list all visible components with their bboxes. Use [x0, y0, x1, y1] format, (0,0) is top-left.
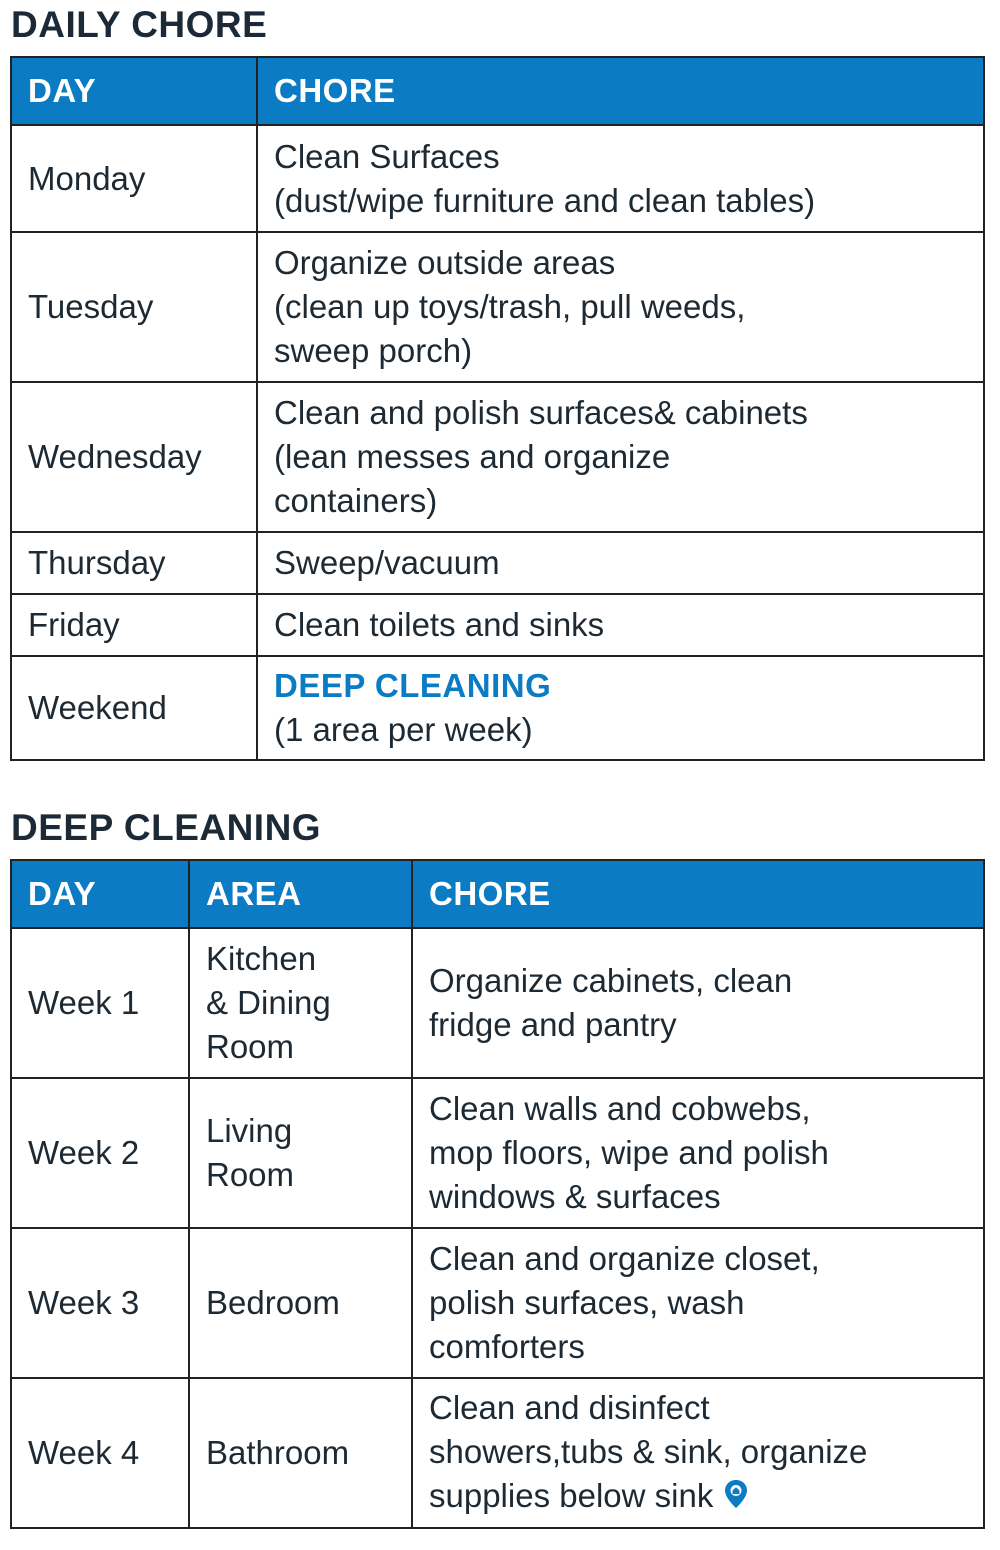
chore-line: mop floors, wipe and polish [429, 1134, 829, 1171]
area-cell [189, 928, 412, 1078]
day-cell: Weekend [11, 656, 257, 760]
day-cell: Week 1 [11, 928, 189, 1078]
table-row [11, 1378, 984, 1528]
area-cell [189, 1078, 412, 1228]
chore-cell [257, 656, 984, 760]
chore-line: (lean messes and organize [274, 438, 671, 475]
table-row [11, 1228, 984, 1378]
table-row [11, 1078, 984, 1228]
chore-line: Sweep/vacuum [274, 544, 500, 581]
chore-line: Clean walls and cobwebs, [429, 1090, 811, 1127]
day-cell: Week 2 [11, 1078, 189, 1228]
area-cell [189, 1378, 412, 1528]
table-header-row [11, 860, 984, 928]
chore-line: comforters [429, 1328, 585, 1365]
chore-line: (clean up toys/trash, pull weeds, [274, 288, 746, 325]
day-cell: Wednesday [11, 382, 257, 532]
chore-line: Clean and disinfect [429, 1388, 710, 1426]
chore-cell [257, 594, 984, 656]
chore-line: fridge and pantry [429, 1006, 677, 1043]
chore-line: Clean Surfaces [274, 137, 500, 175]
area-line: Living [206, 1112, 293, 1149]
chore-line: containers) [274, 482, 438, 519]
chore-line: Organize outside areas [274, 244, 616, 281]
chore-cell [412, 1078, 984, 1228]
day-cell: Monday [11, 125, 257, 232]
day-cell: Tuesday [11, 232, 257, 382]
column-header-day: DAY [11, 57, 257, 125]
day-cell: Friday [11, 594, 257, 656]
deep-cleaning-heading: DEEP CLEANING [11, 807, 322, 848]
chore-cell [257, 232, 984, 382]
daily-chore-heading: DAILY CHORE [11, 4, 268, 45]
area-cell [189, 1228, 412, 1378]
chore-cell [412, 928, 984, 1078]
chore-line: Clean and polish surfaces& cabinets [274, 394, 808, 431]
table-row [11, 125, 984, 232]
daily-chore-table [10, 56, 985, 761]
chore-line: (dust/wipe furniture and clean tables) [274, 181, 816, 219]
deep-cleaning-highlight: DEEP CLEANING [274, 667, 552, 704]
chore-line: Organize cabinets, clean [429, 962, 793, 999]
chore-line: Clean and organize closet, [429, 1240, 820, 1277]
table-row [11, 532, 984, 594]
chore-cell [412, 1228, 984, 1378]
table-row [11, 656, 984, 760]
table-row [11, 382, 984, 532]
chore-line: windows & surfaces [429, 1178, 721, 1215]
area-line: & Dining [206, 984, 331, 1021]
column-header-chore: CHORE [257, 57, 984, 125]
table-row [11, 232, 984, 382]
table-header-row [11, 57, 984, 125]
chore-cell [257, 532, 984, 594]
column-header-day: DAY [11, 860, 189, 928]
day-cell: Week 3 [11, 1228, 189, 1378]
chore-line: sweep porch) [274, 332, 473, 369]
area-line: Room [206, 1028, 295, 1065]
area-line: Bedroom [206, 1284, 340, 1321]
column-header-area: AREA [189, 860, 412, 928]
chore-line: polish surfaces, wash [429, 1284, 745, 1321]
chore-line: showers,tubs & sink, organize [429, 1432, 868, 1470]
chore-line: (1 area per week) [274, 711, 533, 748]
day-cell: Thursday [11, 532, 257, 594]
area-line: Kitchen [206, 940, 317, 977]
map-pin-icon [723, 1476, 749, 1520]
chore-cell [412, 1378, 984, 1528]
table-row [11, 928, 984, 1078]
chore-text: supplies below sink [429, 1476, 714, 1514]
chore-cell [257, 382, 984, 532]
deep-cleaning-table [10, 859, 985, 1529]
area-line: Bathroom [206, 1434, 350, 1471]
chore-line: Clean toilets and sinks [274, 606, 605, 643]
area-line: Room [206, 1156, 295, 1193]
column-header-chore: CHORE [412, 860, 984, 928]
chore-line [429, 1474, 967, 1520]
chore-cell [257, 125, 984, 232]
day-cell: Week 4 [11, 1378, 189, 1528]
table-row [11, 594, 984, 656]
